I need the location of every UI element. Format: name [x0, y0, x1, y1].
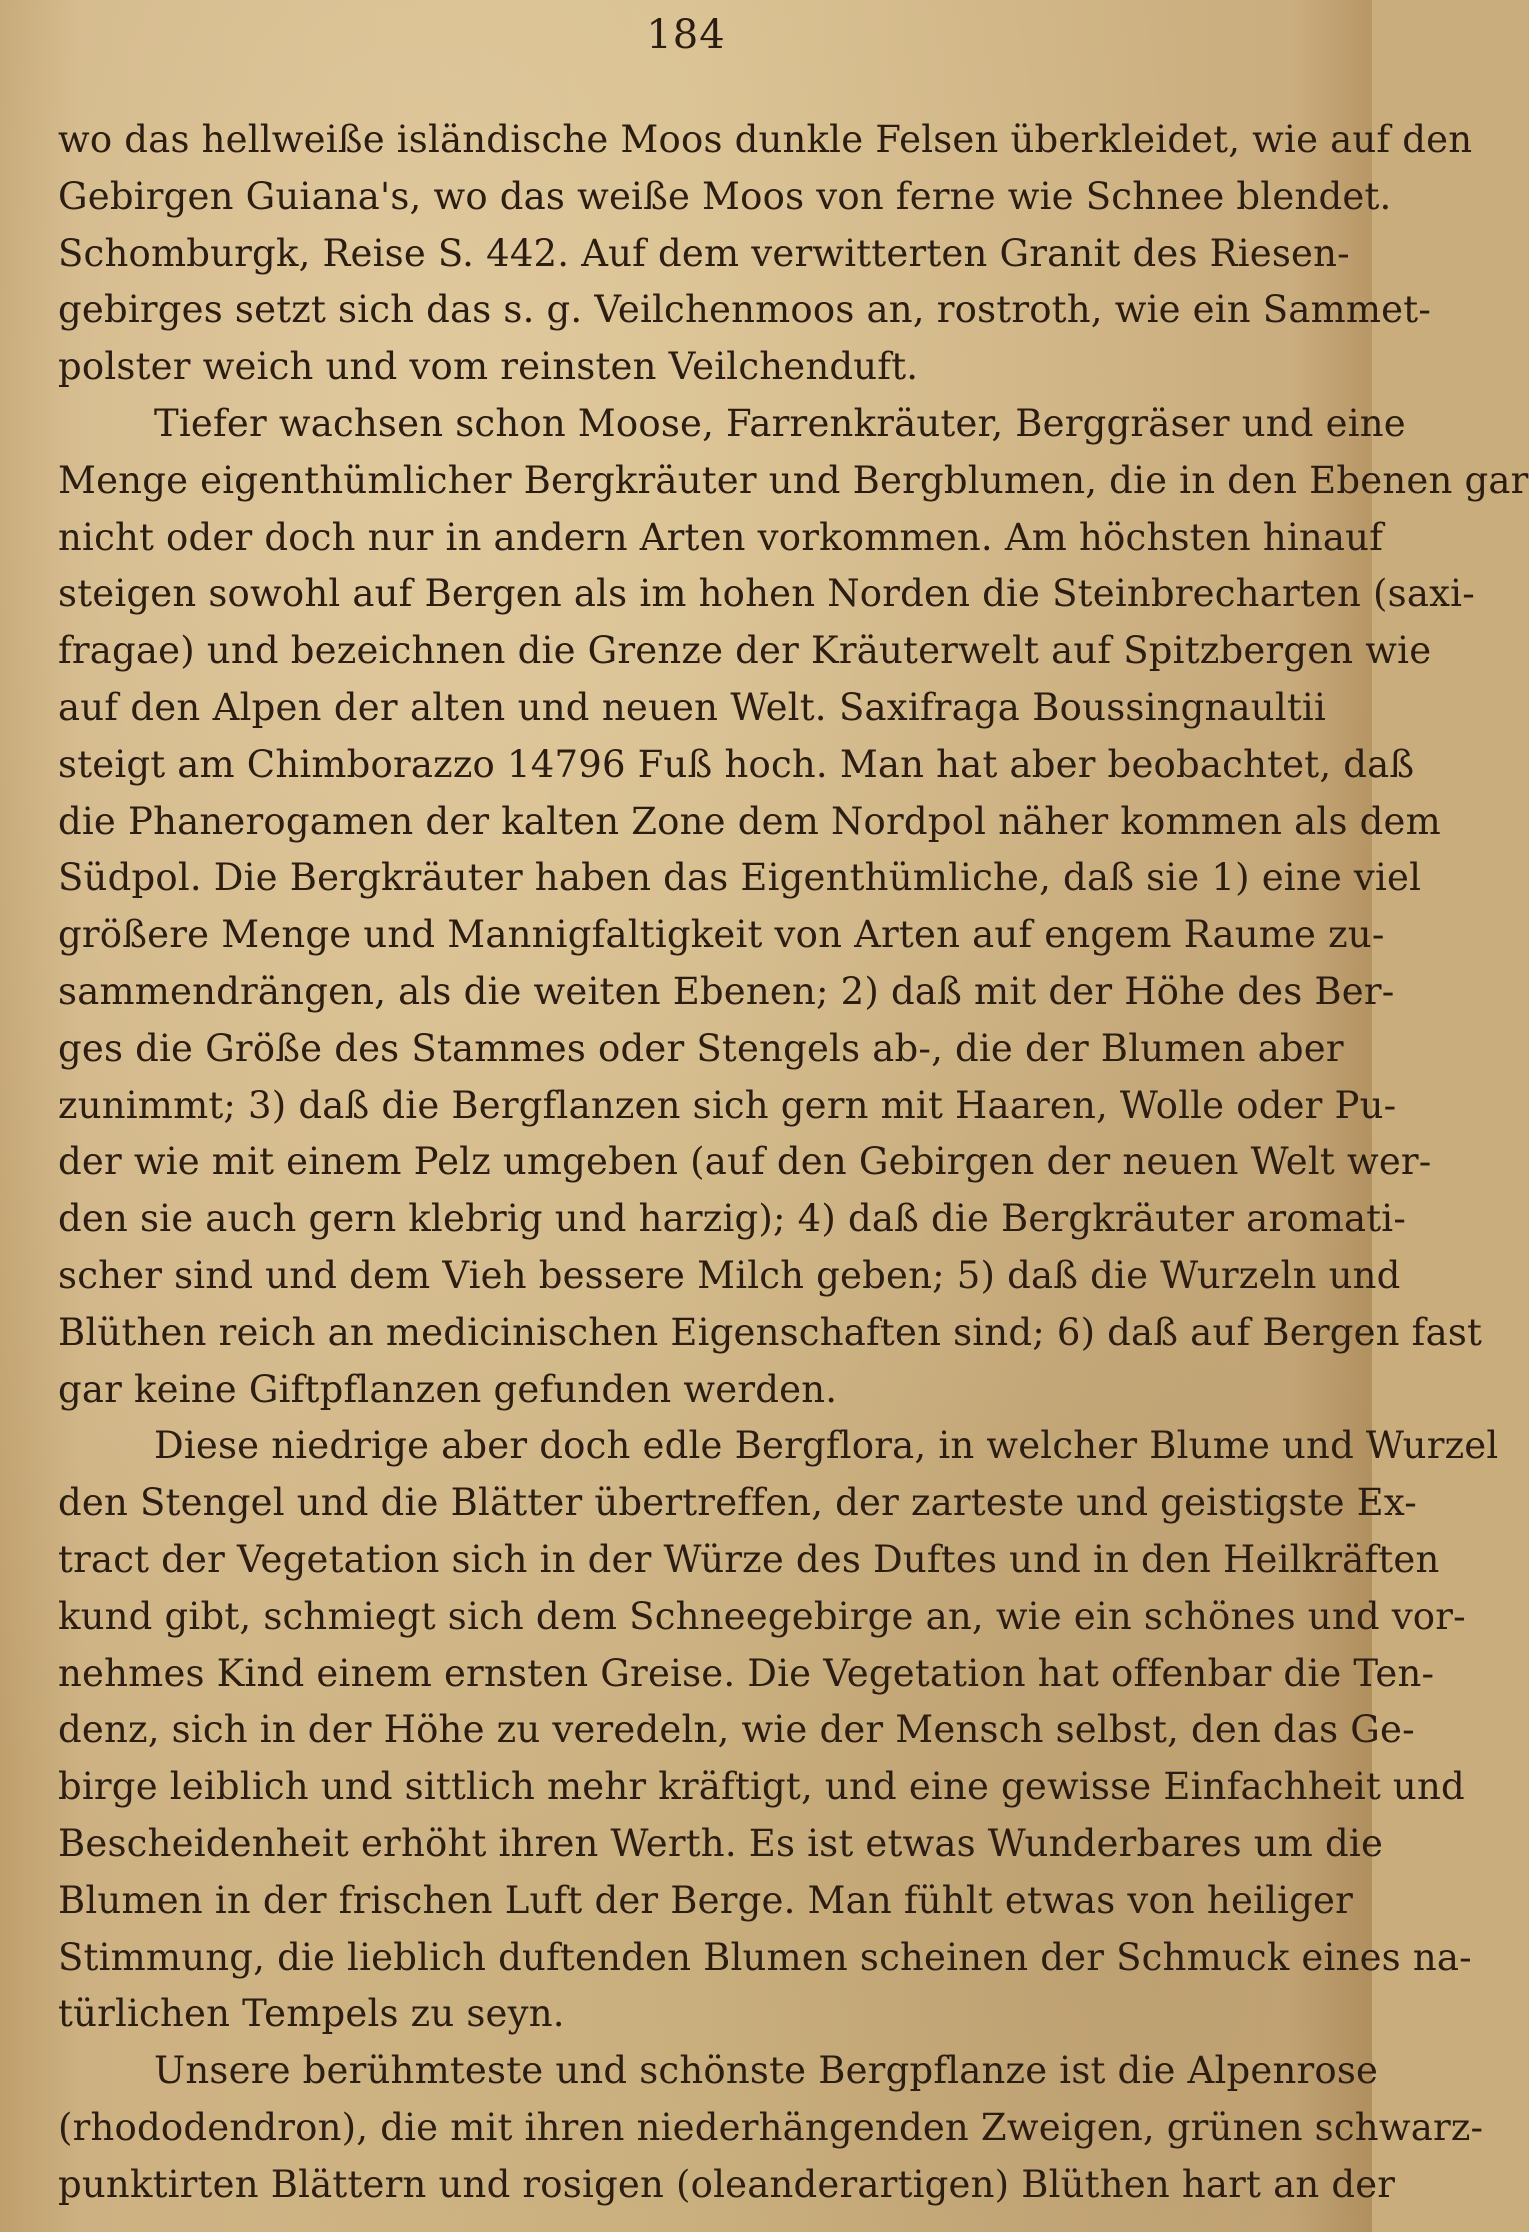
- page-number: 184: [646, 12, 726, 58]
- text-line: scher sind und dem Vieh bessere Milch geben; 5) daß die Wurzeln und: [58, 1253, 1401, 1297]
- body-text: [58, 112, 1529, 2213]
- text-line: Menge eigenthümlicher Bergkräuter und Bergblumen, die in den Ebenen gar: [58, 458, 1529, 502]
- text-line: Blüthen reich an medicinischen Eigenschaften sind; 6) daß auf Bergen fast: [58, 1310, 1483, 1354]
- text-line: den sie auch gern klebrig und harzig); 4) daß die Bergkräuter aromati-: [58, 1197, 1407, 1241]
- text-line: ges die Größe des Stammes oder Stengels ab-, die der Blumen aber: [58, 1026, 1344, 1070]
- text-line: auf den Alpen der alten und neuen Welt. Saxifraga Boussingnaultii: [58, 685, 1326, 729]
- text-line: der wie mit einem Pelz umgeben (auf den Gebirgen der neuen Welt wer-: [58, 1140, 1432, 1184]
- text-line: denz, sich in der Höhe zu veredeln, wie der Mensch selbst, den das Ge-: [58, 1708, 1415, 1752]
- text-line: Unsere berühmteste und schönste Bergpflanze ist die Alpenrose: [154, 2049, 1379, 2093]
- text-line: den Stengel und die Blätter übertreffen, der zarteste und geistigste Ex-: [58, 1481, 1418, 1525]
- text-line: Südpol. Die Bergkräuter haben das Eigenthümliche, daß sie 1) eine viel: [58, 856, 1422, 900]
- text-line: Schomburgk, Reise S. 442. Auf dem verwitterten Granit des Riesen-: [58, 231, 1350, 275]
- text-line: Bescheidenheit erhöht ihren Werth. Es ist etwas Wunderbares um die: [58, 1821, 1384, 1865]
- text-line: die Phanerogamen der kalten Zone dem Nordpol näher kommen als dem: [58, 799, 1441, 843]
- text-line: Tiefer wachsen schon Moose, Farrenkräuter, Berggräser und eine: [154, 401, 1406, 445]
- text-line: gebirges setzt sich das s. g. Veilchenmoos an, rostroth, wie ein Sammet-: [58, 288, 1432, 332]
- text-line: tract der Vegetation sich in der Würze des Duftes und in den Heilkräften: [58, 1537, 1440, 1581]
- text-line: kund gibt, schmiegt sich dem Schneegebirge an, wie ein schönes und vor-: [58, 1594, 1466, 1638]
- text-line: nicht oder doch nur in andern Arten vorkommen. Am höchsten hinauf: [58, 515, 1384, 559]
- text-line: steigt am Chimborazzo 14796 Fuß hoch. Man hat aber beobachtet, daß: [58, 742, 1415, 786]
- text-line: fragae) und bezeichnen die Grenze der Kräuterwelt auf Spitzbergen wie: [58, 629, 1432, 673]
- text-line: punktirten Blättern und rosigen (oleanderartigen) Blüthen hart an der: [58, 2162, 1396, 2206]
- text-line: polster weich und vom reinsten Veilchenduft.: [58, 345, 919, 389]
- text-line: Stimmung, die lieblich duftenden Blumen scheinen der Schmuck eines na-: [58, 1935, 1472, 1979]
- text-line: (rhododendron), die mit ihren niederhängenden Zweigen, grünen schwarz-: [58, 2105, 1484, 2149]
- text-line: gar keine Giftpflanzen gefunden werden.: [58, 1367, 838, 1411]
- text-line: Diese niedrige aber doch edle Bergflora, in welcher Blume und Wurzel: [154, 1424, 1499, 1468]
- text-line: steigen sowohl auf Bergen als im hohen Norden die Steinbrecharten (saxi-: [58, 572, 1475, 616]
- text-line: größere Menge und Mannigfaltigkeit von Arten auf engem Raume zu-: [58, 913, 1385, 957]
- text-line: nehmes Kind einem ernsten Greise. Die Vegetation hat offenbar die Ten-: [58, 1651, 1435, 1695]
- text-line: zunimmt; 3) daß die Bergflanzen sich gern mit Haaren, Wolle oder Pu-: [58, 1083, 1397, 1127]
- text-line: birge leiblich und sittlich mehr kräftigt, und eine gewisse Einfachheit und: [58, 1765, 1465, 1809]
- text-line: Blumen in der frischen Luft der Berge. Man fühlt etwas von heiliger: [58, 1878, 1354, 1922]
- text-line: Gebirgen Guiana's, wo das weiße Moos von ferne wie Schnee blendet.: [58, 174, 1392, 218]
- text-line: wo das hellweiße isländische Moos dunkle Felsen überkleidet, wie auf den: [58, 118, 1473, 161]
- text-line: sammendrängen, als die weiten Ebenen; 2) daß mit der Höhe des Ber-: [58, 969, 1395, 1013]
- text-line: türlichen Tempels zu seyn.: [58, 1992, 565, 2036]
